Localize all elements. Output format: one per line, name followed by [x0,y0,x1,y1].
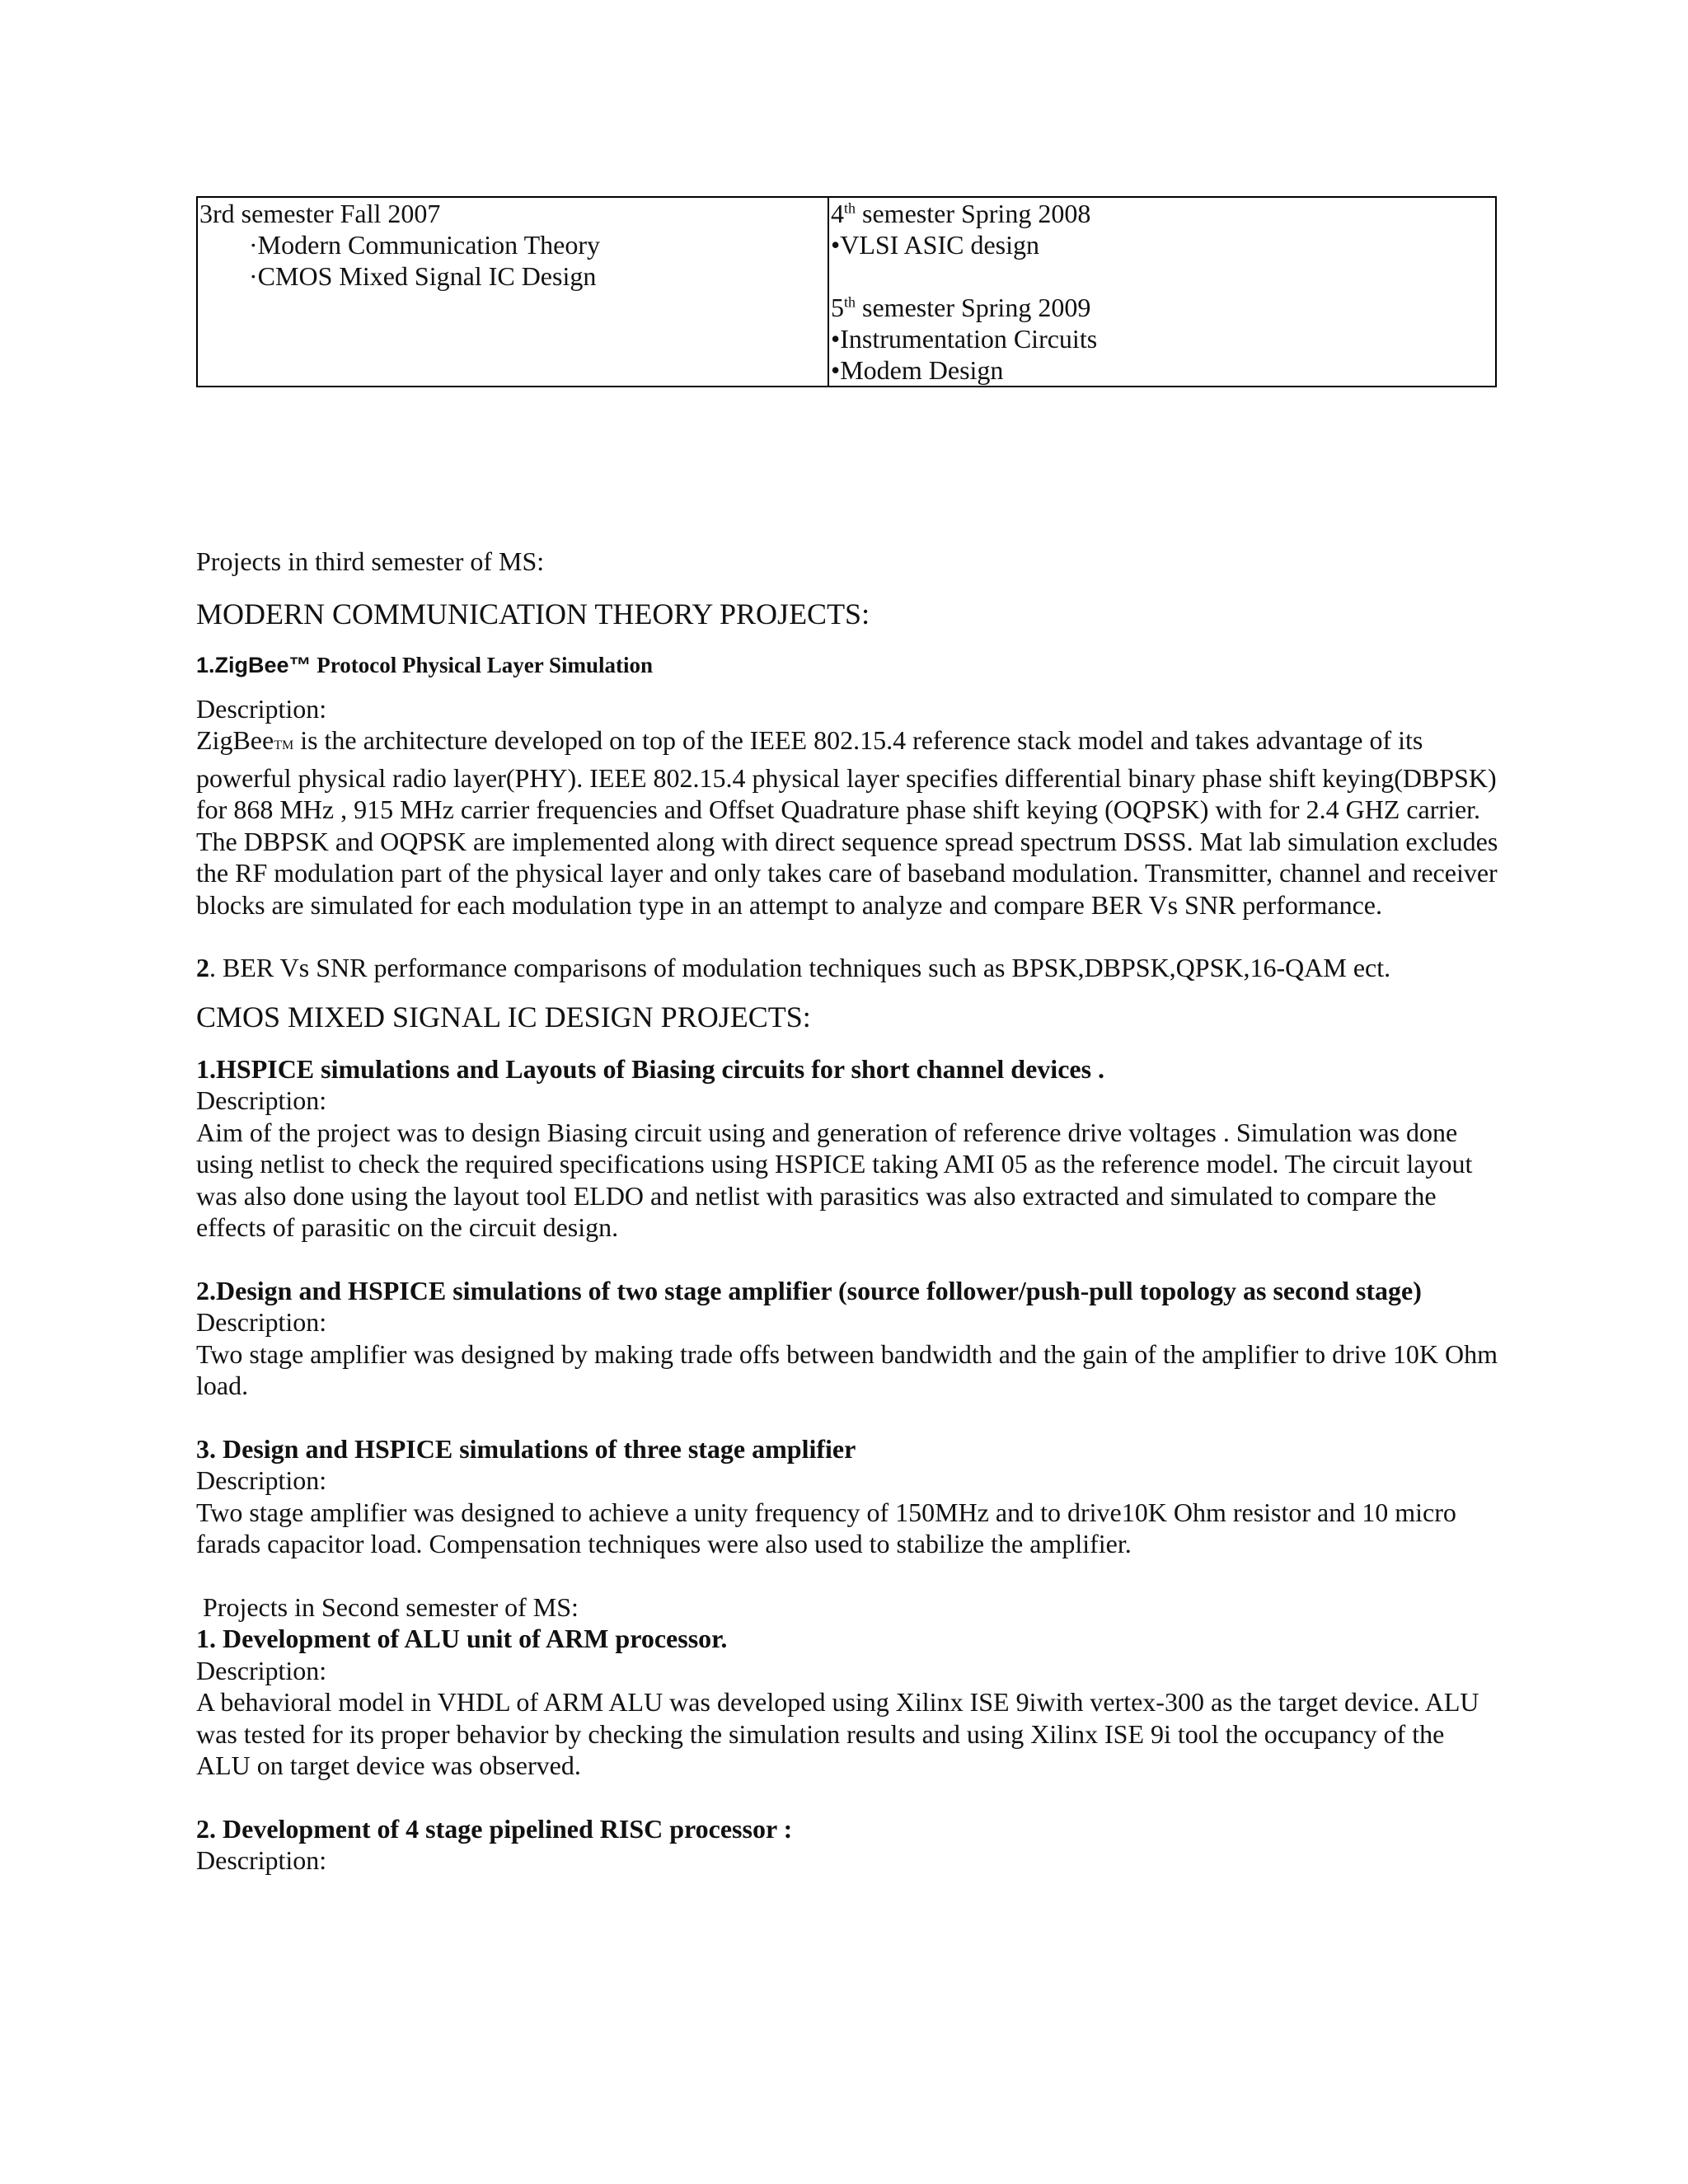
course-item: •Instrumentation Circuits [831,324,1098,354]
course-item: ·Modern Communication Theory [249,230,600,260]
description-label: Description: [196,1465,327,1495]
fall-2007-cell [197,197,828,387]
semester-table [196,196,1497,387]
third-semester-intro: Projects in third semester of MS: [196,546,545,576]
description-label: Description: [196,1845,327,1875]
ber-snr-project: 2. BER Vs SNR performance comparisons of modulation techniques such as BPSK,DBPSK,QPSK,16-QAM ect. [196,953,1391,982]
description-label: Description: [196,1085,327,1115]
two-stage-amp-title: 2.Design and HSPICE simulations of two stage amplifier (source follower/push-pull topology as second stage) [196,1275,1422,1305]
zigbee-project-title: 1.ZigBee™ Protocol Physical Layer Simulation [196,652,654,677]
arm-alu-description: A behavioral model in VHDL of ARM ALU was developed using Xilinx ISE 9iwith vertex-300 as the target device. ALU was tested for its proper behavior by checking the simulation results and using Xilinx ISE 9i tool the occupancy of the ALU on target device was observed. [196,1687,1479,1780]
course-item: •Modem Design [831,355,1004,385]
spring-2009-heading: 5th semester Spring 2009 [831,293,1091,322]
risc-processor-title: 2. Development of 4 stage pipelined RISC processor : [196,1813,793,1844]
zigbee-description: ZigBeeTM is the architecture developed on top of the IEEE 802.15.4 reference stack model and takes advantage of its powerful physical radio layer(PHY). IEEE 802.15.4 physical layer specifies differential binary phase shift keying(DBPSK) for 868 MHz , 915 MHz carrier frequencies and Offset Quadrature phase shift keying (OQPSK) with for 2.4 GHZ carrier. The DBPSK and OQPSK are implemented along with direct sequence spread spectrum DSSS. Mat lab simulation excludes the RF modulation part of the physical layer and only takes care of baseband modulation. Transmitter, channel and receiver blocks are simulated for each modulation type in an attempt to analyze and compare BER Vs SNR performance. [196,725,1498,920]
second-semester-intro: Projects in Second semester of MS: [196,1591,579,1622]
hspice-biasing-title: 1.HSPICE simulations and Layouts of Biasing circuits for short channel devices . [196,1053,1105,1084]
two-stage-amp-description: Two stage amplifier was designed by making trade offs between bandwidth and the gain of the amplifier to drive 10K Ohm load. [196,1338,1498,1400]
description-label: Description: [196,693,327,724]
cmos-section-heading: CMOS MIXED SIGNAL IC DESIGN PROJECTS: [196,1000,811,1033]
spring-semesters-cell [828,197,1496,387]
description-label: Description: [196,1655,327,1685]
three-stage-amp-description: Two stage amplifier was designed to achieve a unity frequency of 150MHz and to drive10K Ohm resistor and 10 micro farads capacitor load. Compensation techniques were also used to stabilize the amplifier. [196,1497,1456,1558]
course-item: •VLSI ASIC design [831,230,1039,260]
three-stage-amp-title: 3. Design and HSPICE simulations of three stage amplifier [196,1433,856,1464]
spring-2008-heading: 4th semester Spring 2008 [831,199,1091,228]
course-item: ·CMOS Mixed Signal IC Design [249,261,597,291]
fall-2007-heading: 3rd semester Fall 2007 [199,199,441,228]
hspice-biasing-description: Aim of the project was to design Biasing circuit using and generation of reference drive voltages . Simulation was done using netlist to check the required specifications using HSPICE taking AMI 05 as the reference model. The circuit layout was also done using the layout tool ELDO and netlist with parasitics was also extracted and simulated to compare the effects of parasitic on the circuit design. [196,1117,1473,1242]
document-page [196,196,1498,1877]
arm-alu-title: 1. Development of ALU unit of ARM processor. [196,1624,728,1653]
mct-section-heading: MODERN COMMUNICATION THEORY PROJECTS: [196,597,870,630]
description-label: Description: [196,1307,327,1337]
